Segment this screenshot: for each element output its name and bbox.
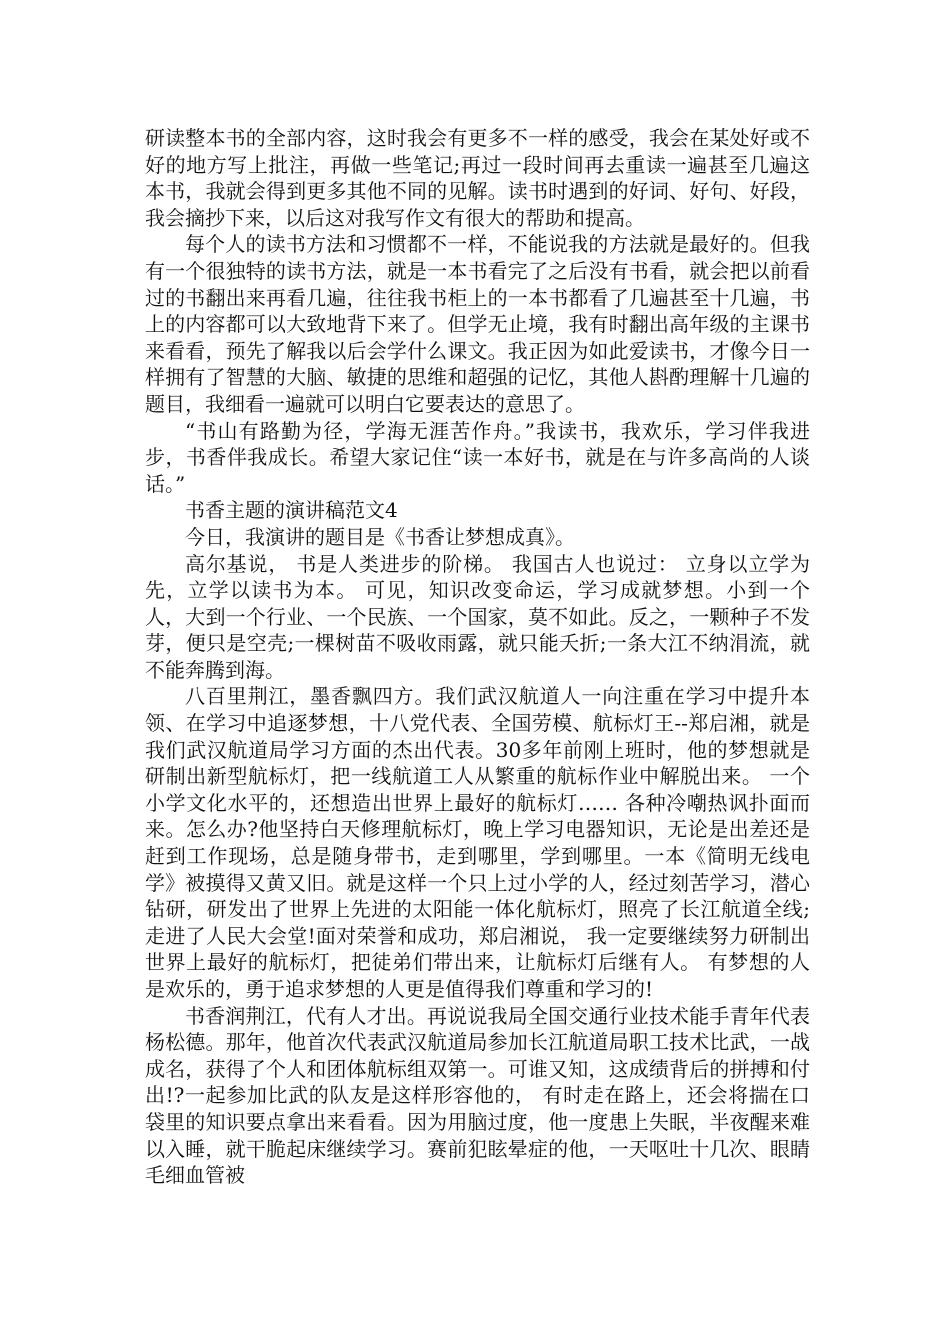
- paragraph-3: “书山有路勤为径，学海无涯苦作舟。”我读书，我欢乐，学习伴我进步，书香伴我成长。希望大家记住“读一本好书，就是在与许多高尚的人谈话。”: [145, 418, 810, 496]
- paragraph-2: 每个人的读书方法和习惯都不一样，不能说我的方法就是最好的。但我有一个很独特的读书方法，就是一本书看完了之后没有书看，就会把以前看过的书翻出来再看几遍，往往我书柜上的一本书都看了几遍甚至十几遍，书上的内容都可以大致地背下来了。但学无止境，我有时翻出高年级的主课书来看看，预先了解我以后会学什么课文。我正因为如此爱读书，才像今日一样拥有了智慧的大脑、敏捷的思维和超强的记忆，其他人斟酌理解十几遍的题目，我细看一遍就可以明白它要表达的意思了。: [145, 232, 810, 416]
- paragraph-7: 八百里荆江，墨香飘四方。我们武汉航道人一向注重在学习中提升本领、在学习中追逐梦想，十八党代表、全国劳模、航标灯王--郑启湘，就是我们武汉航道局学习方面的杰出代表。30多年前刚上班时，他的梦想就是研制出新型航标灯，把一线航道工人从繁重的航标作业中解脱出来。 一个小学文化水平的，还想造出世界上最好的航标灯…… 各种冷嘲热讽扑面而来。怎么办?他坚持白天修理航标灯，晚上学习电器知识，无论是出差还是赶到工作现场，总是随身带书，走到哪里，学到哪里。一本《简明无线电学》被摸得又黄又旧。就是这样一个只上过小学的人，经过刻苦学习，潜心钻研，研发出了世界上先进的太阳能一体化航标灯，照亮了长江航道全线;走进了人民大会堂!面对荣誉和成功，郑启湘说， 我一定要继续努力研制出世界上最好的航标灯，把徒弟们带出来，让航标灯后继有人。 有梦想的人是欢乐的，勇于追求梦想的人更是值得我们尊重和学习的!: [145, 684, 810, 1001]
- paragraph-1: 研读整本书的全部内容，这时我会有更多不一样的感受，我会在某处好或不好的地方写上批注，再做一些笔记;再过一段时间再去重读一遍甚至几遍这本书，我就会得到更多其他不同的见解。读书时遇到的好词、好句、好段，我会摘抄下来，以后这对我写作文有很大的帮助和提高。: [145, 126, 810, 230]
- paragraph-6: 高尔基说， 书是人类进步的阶梯。 我国古人也说过： 立身以立学为先，立学以读书为本。 可见，知识改变命运，学习成就梦想。小到一个人，大到一个行业、一个民族、一个国家，莫不如此。反之，一颗种子不发芽，便只是空壳;一棵树苗不吸收雨露，就只能夭折;一条大江不纳涓流，就不能奔腾到海。: [145, 551, 810, 682]
- paragraph-5: 今日，我演讲的题目是《书香让梦想成真》。: [185, 524, 575, 549]
- section-heading: 书香主题的演讲稿范文4: [185, 498, 398, 523]
- document-body: [145, 125, 810, 1189]
- paragraph-8: 书香润荆江，代有人才出。再说说我局全国交通行业技术能手青年代表杨松德。那年，他首次代表武汉航道局参加长江航道局职工技术比武，一战成名，获得了个人和团体航标组双第一。可谁又知，这成绩背后的拼搏和付出!?一起参加比武的队友是这样形容他的， 有时走在路上，还会将揣在口袋里的知识要点拿出来看看。因为用脑过度，他一度患上失眠，半夜醒来难以入睡，就干脆起床继续学习。赛前犯眩晕症的他，一天呕吐十几次、眼睛毛细血管被: [145, 1003, 810, 1188]
